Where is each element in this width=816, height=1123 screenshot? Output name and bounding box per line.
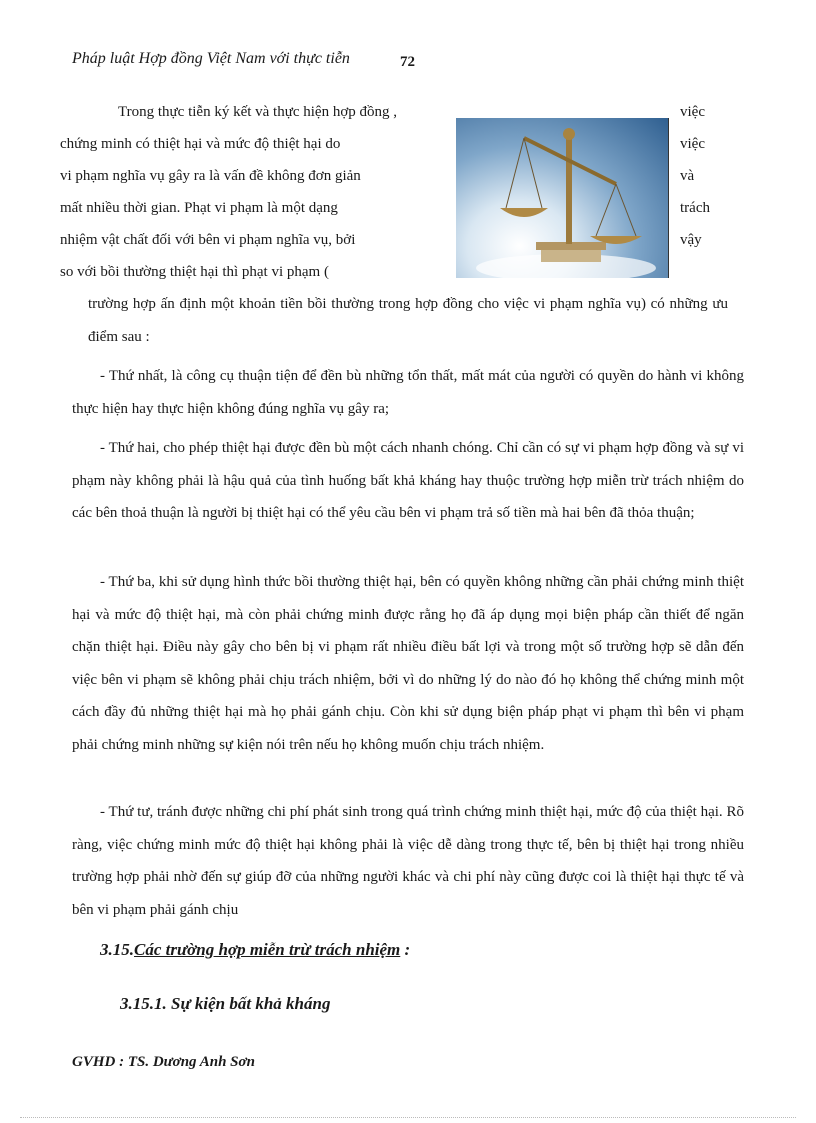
image-right-border: [668, 118, 669, 278]
wrap-line: nhiệm vật chất đối với bên vi phạm nghĩa vụ, bởi: [60, 232, 356, 248]
wrap-line: so với bồi thường thiệt hại thì phạt vi phạm (: [60, 264, 329, 280]
scales-image: [456, 118, 668, 278]
paragraph: - Thứ ba, khi sử dụng hình thức bồi thường thiệt hại, bên có quyền không những cần phải chứng minh thiệt hại và mức độ thiệt hại, mà còn phải chứng minh được rằng họ đã áp dụng mọi biện pháp cần thiết để ngăn chặn thiệt hại. Điều này gây cho bên bị vi phạm rất nhiều điều bất lợi và trong một số trường hợp sẽ dẫn đến việc bên vi phạm sẽ không phải chịu trách nhiệm, bởi vì do những lý do nào đó họ không thể chứng minh một cách đầy đủ những thiệt hại mà họ phải gánh chịu. Còn khi sử dụng biện pháp phạt vi phạm thì bên vi phạm phải chứng minh những sự kiện nói trên nếu họ không muốn chịu trách nhiệm.: [72, 574, 744, 753]
section-title: Các trường hợp miễn trừ trách nhiệm: [134, 940, 401, 959]
page-header-title: Pháp luật Hợp đồng Việt Nam với thực tiễn: [72, 50, 350, 67]
scales-of-justice-icon: [456, 118, 668, 278]
paragraph: - Thứ hai, cho phép thiệt hại được đền bù một cách nhanh chóng. Chỉ cần có sự vi phạm hợp đồng và sự vi phạm này không phải là hậu quả của tình huống bất khả kháng hay thuộc trường hợp miễn trừ trách nhiệm do các bên thoả thuận là người bị thiệt hại có thể yêu cầu bên vi phạm trả số tiền mà hai bên đã thỏa thuận;: [72, 440, 744, 521]
wrap-line-right: và: [680, 168, 695, 184]
page-footer: GVHD : TS. Dương Anh Sơn: [72, 1054, 255, 1070]
continuation-paragraph: trường hợp ấn định một khoản tiền bồi thường trong hợp đồng cho việc vi phạm nghĩa vụ) có những ưu điểm sau :: [88, 296, 728, 345]
section-number: 3.15.: [100, 940, 134, 959]
wrap-line: mất nhiều thời gian. Phạt vi phạm là một dạng: [60, 200, 338, 216]
wrap-line-right: vậy: [680, 232, 702, 248]
paragraph: - Thứ nhất, là công cụ thuận tiện để đền bù những tổn thất, mất mát của người có quyền do hành vi không thực hiện hay thực hiện không đúng nghĩa vụ gây ra;: [72, 368, 744, 417]
section-heading: [100, 940, 410, 960]
paragraph: - Thứ tư, tránh được những chi phí phát sinh trong quá trình chứng minh thiệt hại, mức độ của thiệt hại. Rõ ràng, việc chứng minh mức độ thiệt hại không phải là việc dễ dàng trong thực tế, bên bị thiệt hại trong nhiều trường hợp phải nhờ đến sự giúp đỡ của những người khác và chi phí này cũng được coi là thiệt hại thực tế và bên vi phạm phải gánh chịu: [72, 804, 744, 918]
subsection-heading: 3.15.1. Sự kiện bất khả kháng: [120, 994, 331, 1013]
wrap-line: vi phạm nghĩa vụ gây ra là vấn đề không đơn giản: [60, 168, 361, 184]
wrap-line-right: việc: [680, 104, 705, 120]
footer-divider: [20, 1117, 796, 1118]
page-number: 72: [400, 54, 415, 70]
wrap-line-right: việc: [680, 136, 705, 152]
section-suffix: :: [400, 940, 411, 959]
wrap-line: chứng minh có thiệt hại và mức độ thiệt hại do: [60, 136, 341, 152]
wrap-line-right: trách: [680, 200, 710, 216]
